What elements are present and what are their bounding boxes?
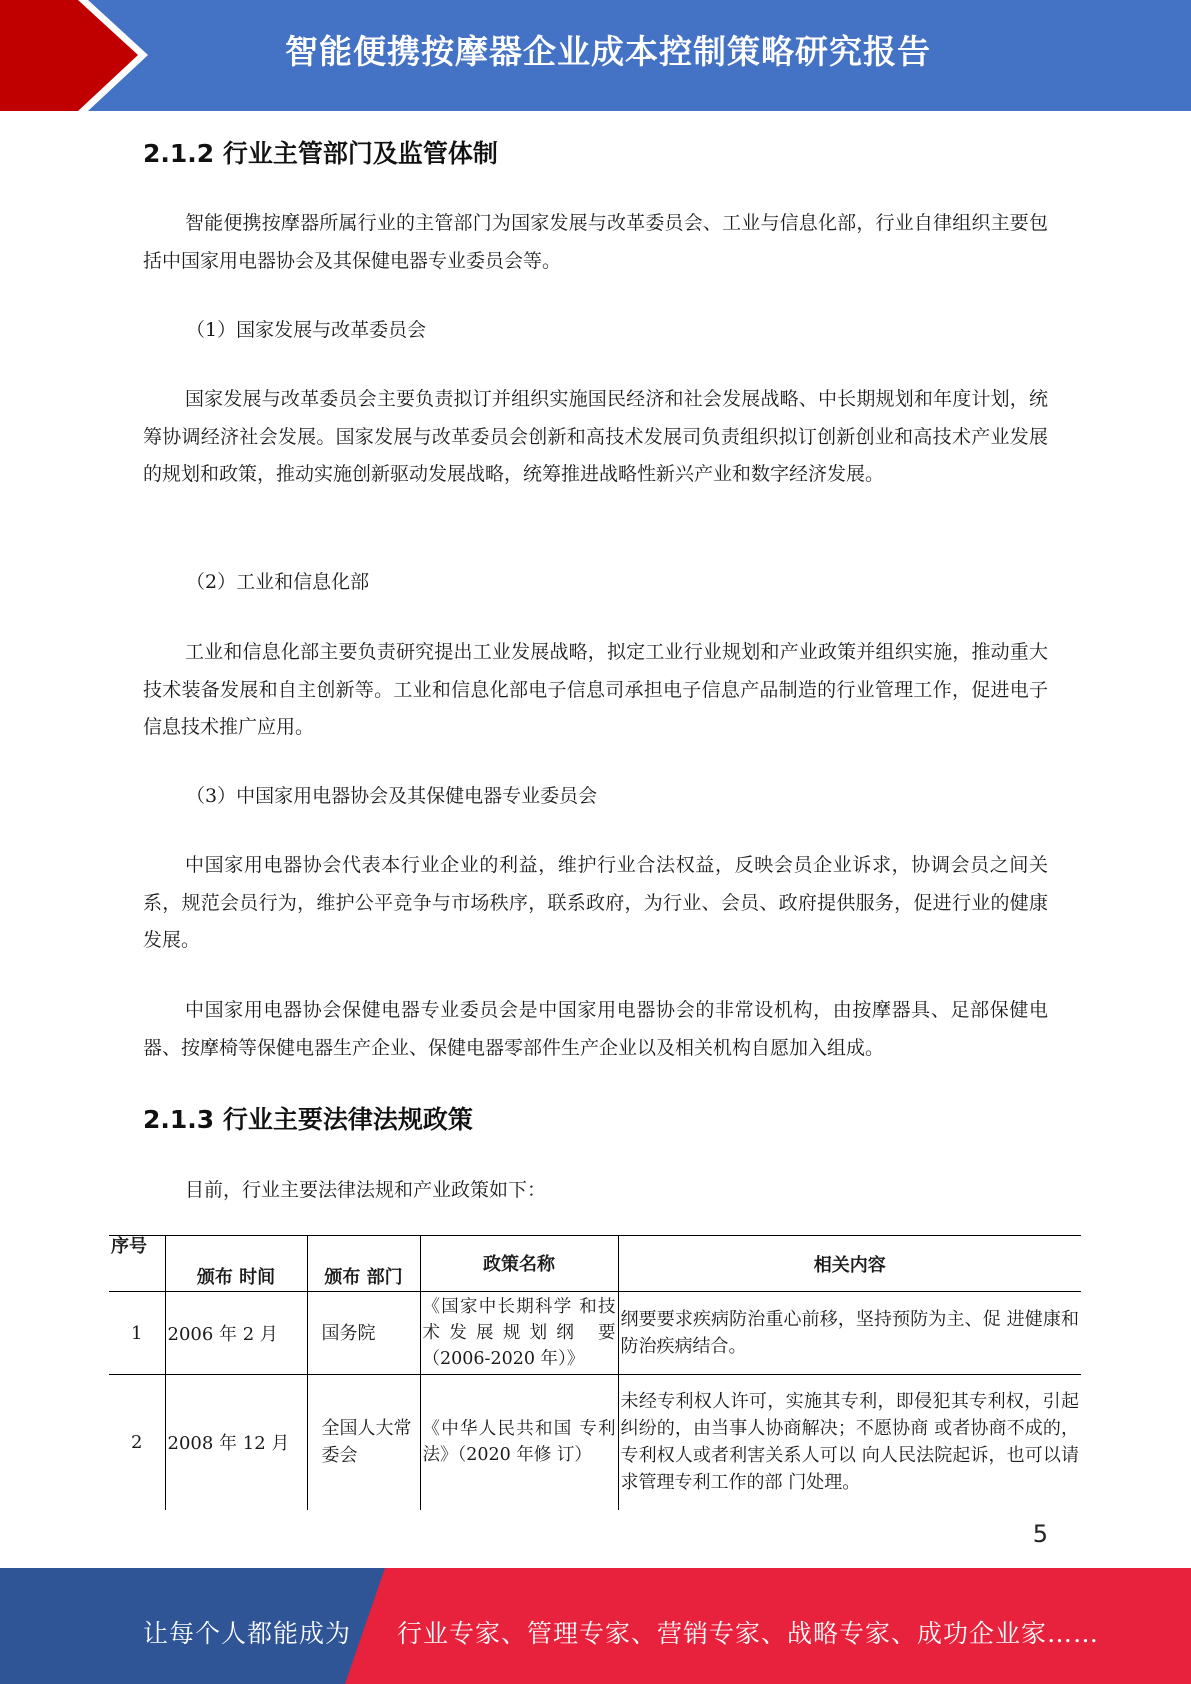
page-number: 5 <box>1032 1520 1048 1548</box>
cell-content: 未经专利权人许可，实施其专利，即侵犯其专利权，引起纠纷的，由当事人协商解决；不愿协商 或者协商不成的，专利权人或者利害关系人可以 向人民法院起诉，也可以请求管理专利工作的部 门处理。 <box>618 1375 1081 1510</box>
paragraph-ndrc: 国家发展与改革委员会主要负责拟订并组织实施国民经济和社会发展战略、中长期规划和年度计划，统筹协调经济社会发展。国家发展与改革委员会创新和高技术发展司负责组织拟订创新创业和高技术产业发展的规划和政策，推动实施创新驱动发展战略，统筹推进战略性新兴产业和数字经济发展。 <box>143 388 1048 485</box>
policy-table <box>109 1235 1081 1510</box>
paragraph-table-intro: 目前，行业主要法律法规和产业政策如下： <box>185 1179 547 1201</box>
cell-content: 纲要要求疾病防治重心前移，坚持预防为主、促 进健康和防治疾病结合。 <box>618 1292 1081 1375</box>
section-heading-2-1-3: 2.1.3 行业主要法律法规政策 <box>143 1105 473 1134</box>
cell-dept: 国务院 <box>307 1292 420 1375</box>
section-heading-2-1-2: 2.1.2 行业主管部门及监管体制 <box>143 139 498 168</box>
subheading-miit: （2）工业和信息化部 <box>186 571 370 593</box>
cell-policy-name: 《中华人民共和国 专利法》（2020 年修 订） <box>420 1375 618 1510</box>
paragraph-cheaa-1: 中国家用电器协会代表本行业企业的利益，维护行业合法权益，反映会员企业诉求，协调会员之间关系，规范会员行为，维护公平竞争与市场秩序，联系政府，为行业、会员、政府提供服务，促进行业的健康发展。 <box>143 854 1048 951</box>
cell-no: 1 <box>109 1292 165 1375</box>
footer-slogan-left: 让每个人都能成为 <box>143 1619 352 1648</box>
column-header-no: 序号 <box>109 1236 165 1292</box>
table-row <box>109 1292 1081 1375</box>
table-row <box>109 1375 1081 1510</box>
page-footer <box>0 1568 1191 1684</box>
table-header-row <box>109 1236 1081 1292</box>
cell-policy-name: 《国家中长期科学 和技术发展规划纲 要（2006-2020 年）》 <box>420 1292 618 1375</box>
column-header-date: 颁布 时间 <box>165 1236 307 1292</box>
report-title: 智能便携按摩器企业成本控制策略研究报告 <box>285 32 931 71</box>
cell-date: 2006 年 2 月 <box>165 1292 307 1375</box>
cell-date: 2008 年 12 月 <box>165 1375 307 1510</box>
cell-dept: 全国人大常委会 <box>307 1375 420 1510</box>
paragraph-cheaa-2: 中国家用电器协会保健电器专业委员会是中国家用电器协会的非常设机构，由按摩器具、足部保健电器、按摩椅等保健电器生产企业、保健电器零部件生产企业以及相关机构自愿加入组成。 <box>143 999 1048 1059</box>
column-header-content: 相关内容 <box>618 1236 1081 1292</box>
cell-no: 2 <box>109 1375 165 1510</box>
column-header-name: 政策名称 <box>420 1236 618 1292</box>
paragraph-miit: 工业和信息化部主要负责研究提出工业发展战略，拟定工业行业规划和产业政策并组织实施，推动重大技术装备发展和自主创新等。工业和信息化部电子信息司承担电子信息产品制造的行业管理工作，促进电子信息技术推广应用。 <box>143 641 1048 738</box>
column-header-dept: 颁布 部门 <box>307 1236 420 1292</box>
page-header <box>0 0 1191 111</box>
subheading-cheaa: （3）中国家用电器协会及其保健电器专业委员会 <box>186 785 598 807</box>
footer-slogan-right: 行业专家、管理专家、营销专家、战略专家、成功企业家…… <box>397 1619 1100 1648</box>
subheading-ndrc: （1）国家发展与改革委员会 <box>186 319 427 341</box>
paragraph-intro: 智能便携按摩器所属行业的主管部门为国家发展与改革委员会、工业与信息化部，行业自律组织主要包括中国家用电器协会及其保健电器专业委员会等。 <box>143 212 1048 272</box>
